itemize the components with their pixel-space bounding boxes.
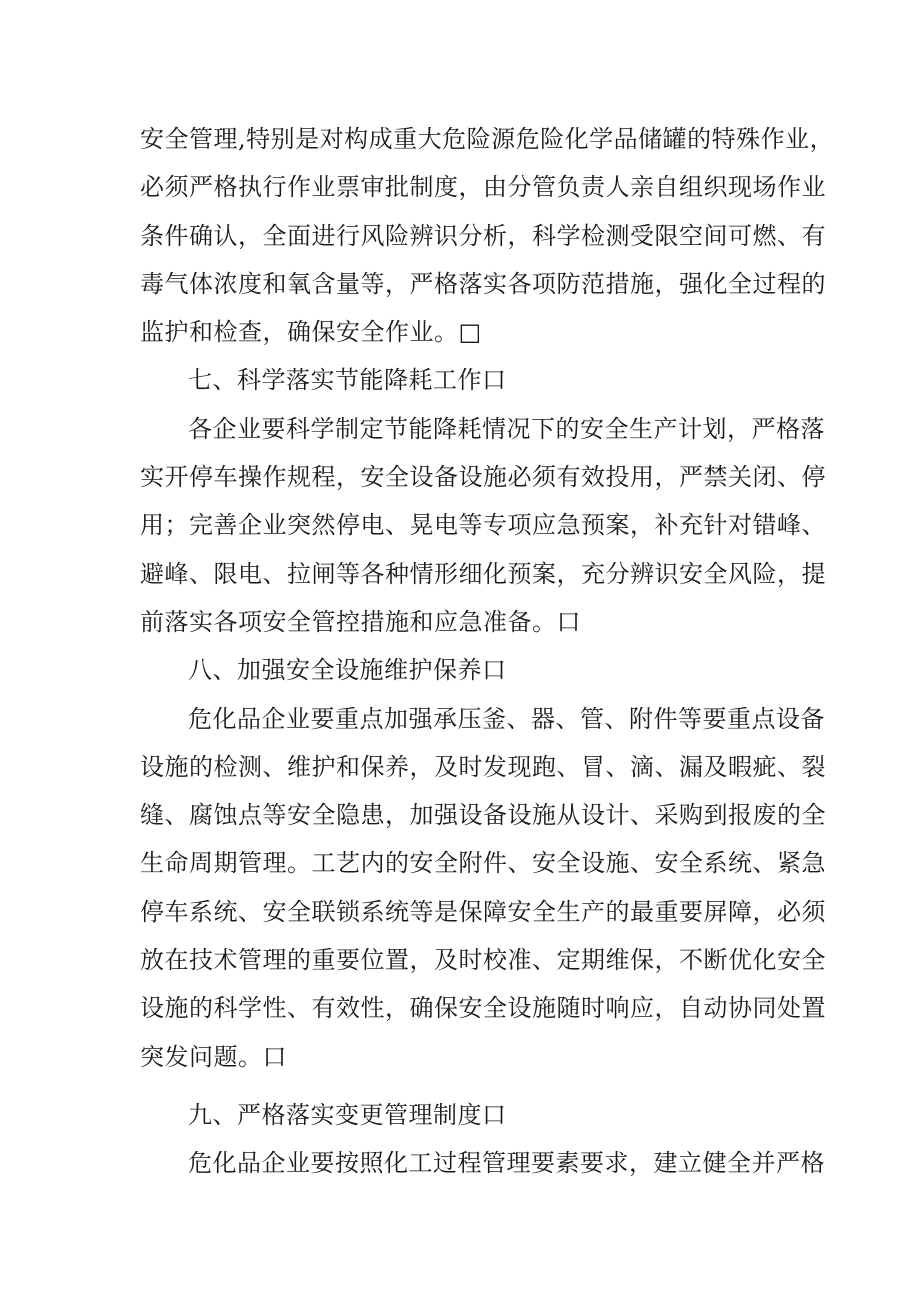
heading-text: 九、严格落实变更管理制度口	[188, 1100, 507, 1129]
text-line: 危化品企业要按照化工过程管理要素要求，建立健全并严格	[188, 1149, 825, 1178]
text-line: 缝、腐蚀点等安全隐患，加强设备设施从设计、采购到报废的全	[140, 801, 826, 830]
text-line: 停车系统、安全联锁系统等是保障安全生产的最重要屏障，必须	[140, 897, 826, 926]
document-body	[140, 115, 835, 1188]
text-line: 实开停车操作规程，安全设备设施必须有效投用，严禁关闭、停	[140, 463, 826, 492]
text-line: 生命周期管理。工艺内的安全附件、安全设施、安全系统、紧急	[140, 849, 826, 878]
section-heading	[140, 1091, 785, 1139]
text-line: 监护和检查，确保安全作业。□	[140, 318, 482, 347]
section-heading	[140, 356, 785, 404]
text-line: 设施的科学性、有效性，确保安全设施随时响应，自动协同处置	[140, 994, 826, 1023]
paragraph	[140, 115, 835, 356]
text-line: 必须严格执行作业票审批制度，由分管负责人亲自组织现场作业	[140, 173, 826, 202]
text-line: 前落实各项安全管控措施和应急准备。口	[140, 607, 581, 636]
paragraph-gap	[140, 1081, 785, 1091]
paragraph	[140, 405, 826, 646]
text-line: 突发问题。口	[140, 1042, 287, 1071]
text-line: 用；完善企业突然停电、晃电等专项应急预案，补充针对错峰、	[140, 511, 826, 540]
text-line: 各企业要科学制定节能降耗情况下的安全生产计划，严格落	[188, 414, 825, 443]
text-line: 避峰、限电、拉闸等各种情形细化预案，充分辨识安全风险，提	[140, 559, 826, 588]
text-line: 放在技术管理的重要位置，及时校准、定期维保，不断优化安全	[140, 946, 826, 975]
text-line: 条件确认，全面进行风险辨识分析，科学检测受限空间可燃、有	[140, 221, 826, 250]
text-line: 危化品企业要重点加强承压釜、器、管、附件等要重点设备	[188, 704, 825, 733]
paragraph	[140, 695, 826, 1081]
heading-text: 八、加强安全设施维护保养口	[188, 656, 507, 685]
text-line: 安全管理,特别是对构成重大危险源危险化学品储罐的特殊作业，	[140, 125, 835, 153]
heading-text: 七、科学落实节能降耗工作口	[188, 366, 507, 395]
paragraph	[140, 1139, 825, 1187]
text-line: 设施的检测、维护和保养，及时发现跑、冒、滴、漏及暇疵、裂	[140, 752, 826, 781]
section-heading	[140, 646, 785, 694]
text-line: 毒气体浓度和氧含量等，严格落实各项防范措施，强化全过程的	[140, 269, 826, 298]
